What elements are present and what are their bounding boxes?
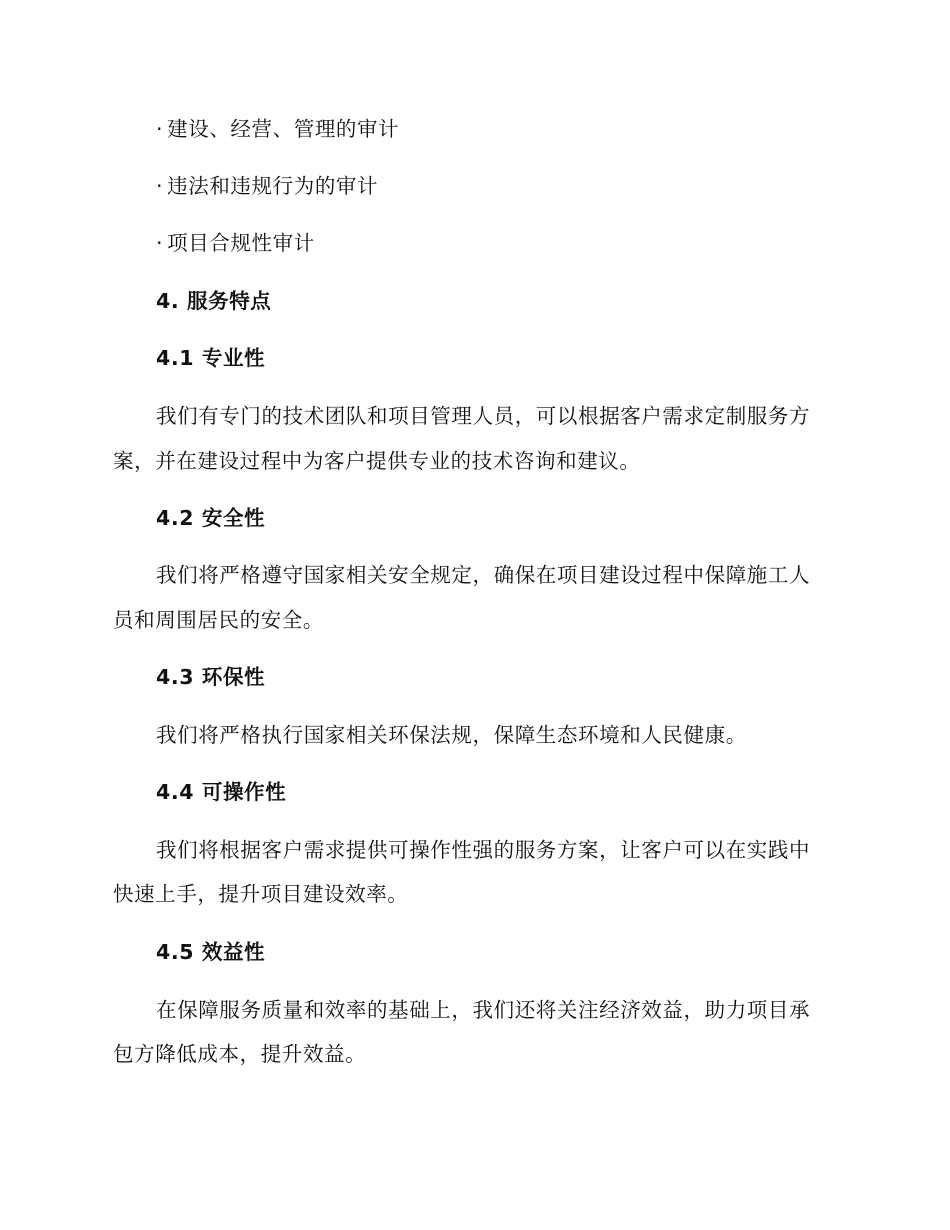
paragraph-line: 在保障服务质量和效率的基础上，我们还将关注经济效益，助力项目承 bbox=[156, 998, 811, 1022]
bullet-text: 建设、经营、管理的审计 bbox=[167, 117, 400, 141]
paragraph-line: 快速上手，提升项目建设效率。 bbox=[113, 882, 409, 906]
bullet-item bbox=[156, 229, 315, 257]
section-heading: 4. 服务特点 bbox=[156, 289, 272, 313]
subsection-heading: 4.2 安全性 bbox=[156, 506, 266, 530]
paragraph-line: 我们将根据客户需求提供可操作性强的服务方案，让客户可以在实践中 bbox=[156, 838, 811, 862]
paragraph-line: 包方降低成本，提升效益。 bbox=[113, 1042, 367, 1066]
bullet-marker: · bbox=[156, 117, 164, 141]
paragraph-line: 我们将严格执行国家相关环保法规，保障生态环境和人民健康。 bbox=[156, 723, 747, 747]
bullet-marker: · bbox=[156, 174, 164, 198]
subsection-heading: 4.4 可操作性 bbox=[156, 780, 287, 804]
bullet-item bbox=[156, 172, 378, 200]
bullet-text: 项目合规性审计 bbox=[167, 231, 315, 255]
paragraph-line: 员和周围居民的安全。 bbox=[113, 608, 324, 632]
bullet-text: 违法和违规行为的审计 bbox=[167, 174, 379, 198]
bullet-marker: · bbox=[156, 231, 164, 255]
paragraph-line: 我们将严格遵守国家相关安全规定，确保在项目建设过程中保障施工人 bbox=[156, 563, 811, 587]
subsection-heading: 4.1 专业性 bbox=[156, 346, 266, 370]
paragraph-line: 案，并在建设过程中为客户提供专业的技术咨询和建议。 bbox=[113, 449, 641, 473]
subsection-heading: 4.5 效益性 bbox=[156, 940, 266, 964]
subsection-heading: 4.3 环保性 bbox=[156, 665, 266, 689]
paragraph-line: 我们有专门的技术团队和项目管理人员，可以根据客户需求定制服务方 bbox=[156, 404, 811, 428]
bullet-item bbox=[156, 115, 399, 143]
